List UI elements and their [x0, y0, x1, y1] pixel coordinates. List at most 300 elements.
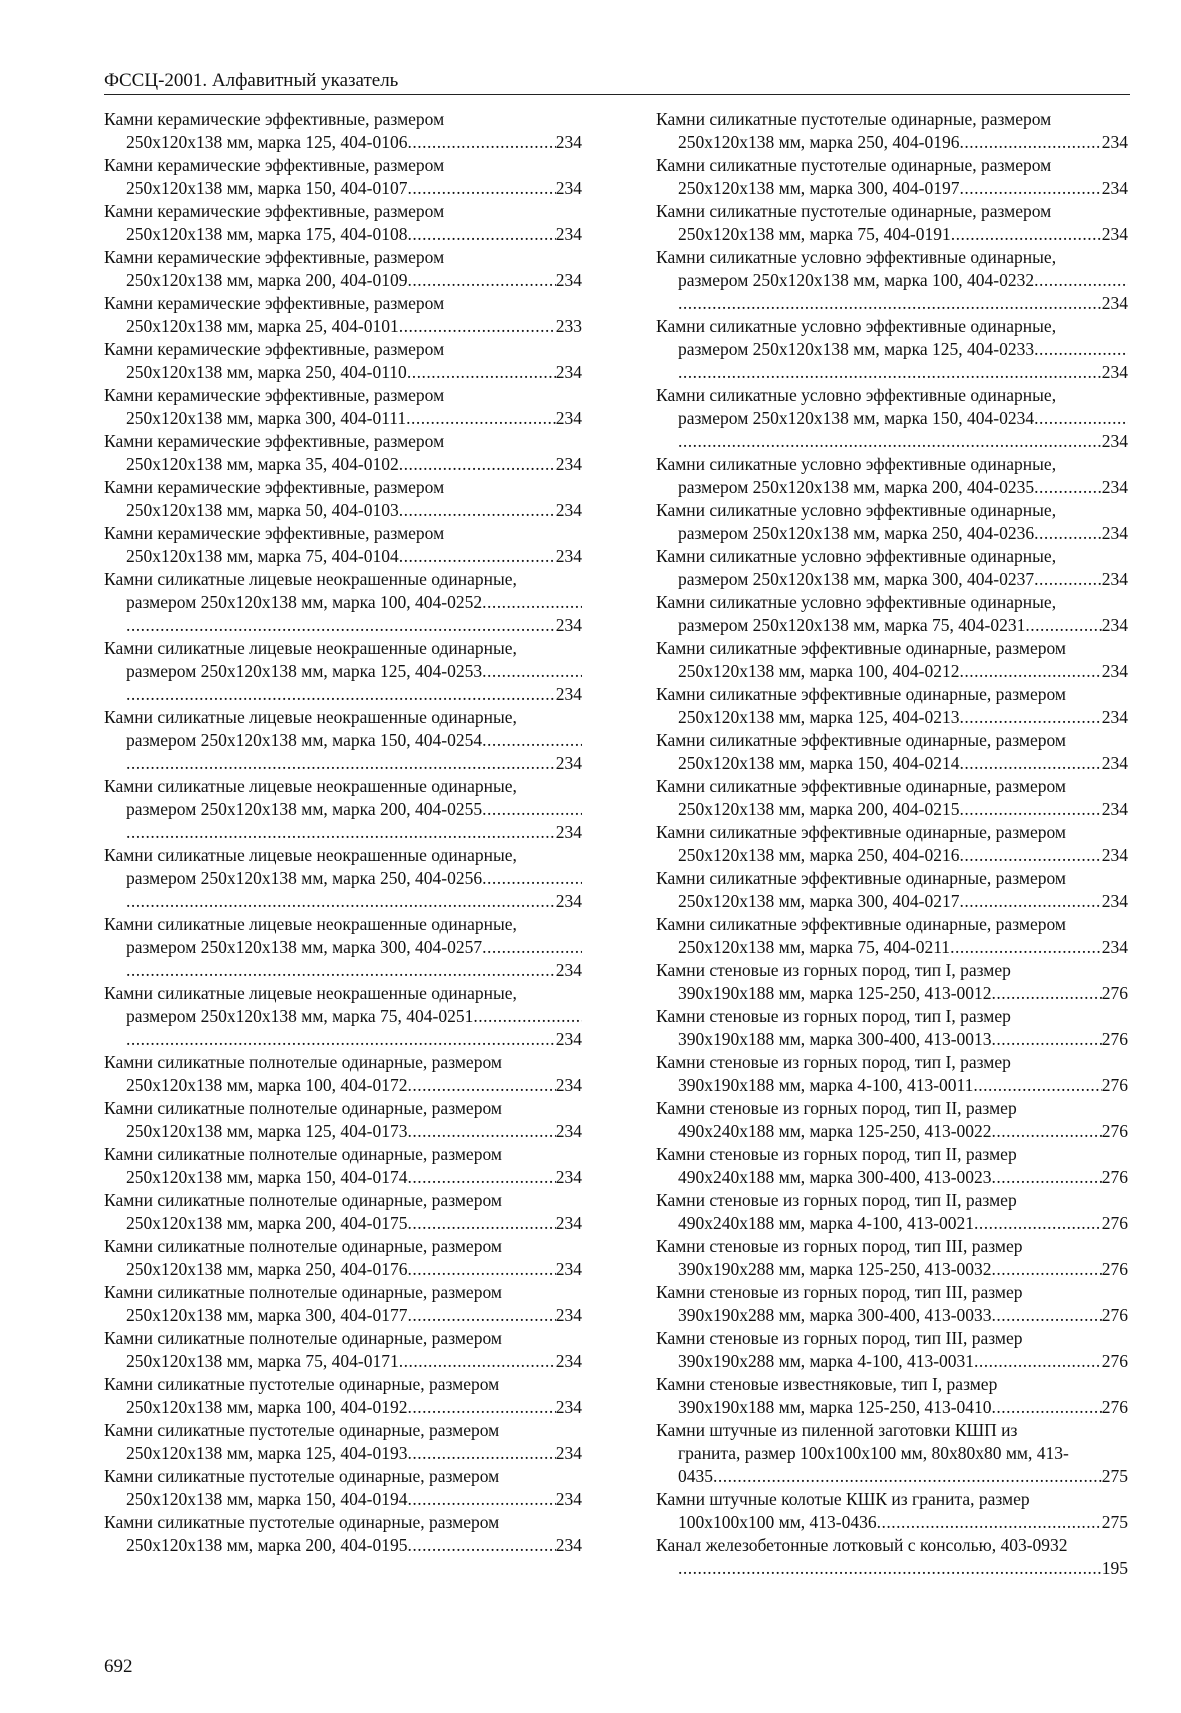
- index-entry: [104, 1189, 582, 1235]
- entry-page-number: 234: [1101, 799, 1128, 819]
- index-entry: [656, 453, 1128, 499]
- entry-detail-row: [126, 1304, 582, 1327]
- entry-detail: 100x100x100 мм, 413-0436: [678, 1512, 877, 1532]
- entry-detail-row: [678, 1442, 1128, 1465]
- dot-leader: [959, 844, 1101, 867]
- entry-title: Камни стеновые из горных пород, тип II, размер: [656, 1190, 1017, 1210]
- entry-detail: 250x120x138 мм, марка 300, 404-0197: [678, 178, 960, 198]
- entry-page-row: [126, 752, 582, 775]
- entry-detail: размером 250x120x138 мм, марка 150, 404-0254: [126, 730, 483, 750]
- index-entry: [104, 108, 582, 154]
- index-entry: [656, 591, 1128, 637]
- entry-detail: 390x190x288 мм, марка 125-250, 413-0032: [678, 1259, 992, 1279]
- entry-detail-row: [126, 177, 582, 200]
- entry-page-number: 234: [555, 1029, 582, 1049]
- dot-leader: [678, 361, 1102, 384]
- entry-detail-row: [678, 752, 1128, 775]
- entry-detail-row: [678, 1212, 1128, 1235]
- entry-detail: 390x190x188 мм, марка 125-250, 413-0012: [678, 983, 992, 1003]
- dot-leader: [399, 545, 556, 568]
- entry-detail-row: [678, 890, 1128, 913]
- index-entry: [656, 1005, 1128, 1051]
- entry-page-number: 234: [555, 1167, 582, 1187]
- entry-page-number: 234: [555, 1075, 582, 1095]
- entry-page-row: [678, 292, 1128, 315]
- entry-title: Камни силикатные эффективные одинарные, размером: [656, 684, 1066, 704]
- entry-detail-row: [678, 338, 1128, 361]
- entry-title: Камни силикатные эффективные одинарные, размером: [656, 868, 1066, 888]
- entry-title: Камни силикатные пустотелые одинарные, размером: [656, 201, 1052, 221]
- entry-title: Камни силикатные полнотелые одинарные, размером: [104, 1144, 502, 1164]
- index-entry: [656, 1143, 1128, 1189]
- entry-detail-row: [126, 1258, 582, 1281]
- dot-leader: [678, 430, 1102, 453]
- index-entry: [104, 338, 582, 384]
- dot-leader: [407, 1396, 555, 1419]
- entry-detail: 250x120x138 мм, марка 300, 404-0111: [126, 408, 407, 428]
- entry-detail: 250x120x138 мм, марка 200, 404-0195: [126, 1535, 408, 1555]
- entry-title: Камни силикатные полнотелые одинарные, размером: [104, 1282, 502, 1302]
- entry-detail-row: [678, 568, 1128, 591]
- entry-title: Камни силикатные эффективные одинарные, размером: [656, 730, 1066, 750]
- dot-leader: [126, 890, 556, 913]
- entry-title: Камни силикатные условно эффективные одинарные,: [656, 546, 1057, 566]
- entry-page-number: 234: [555, 500, 582, 520]
- entry-detail: 250x120x138 мм, марка 250, 404-0110: [126, 362, 407, 382]
- index-entry: [104, 844, 582, 913]
- entry-detail: 250x120x138 мм, марка 150, 404-0107: [126, 178, 408, 198]
- entry-detail: размером 250x120x138 мм, марка 250, 404-0256: [126, 868, 483, 888]
- index-entry: [656, 499, 1128, 545]
- index-entry: [656, 821, 1128, 867]
- index-entry: [104, 1235, 582, 1281]
- entry-detail: размером 250x120x138 мм, марка 250, 404-0236: [678, 523, 1035, 543]
- entry-page-number: 234: [555, 1489, 582, 1509]
- entry-detail: 250x120x138 мм, марка 75, 404-0211: [678, 937, 951, 957]
- dot-leader: [992, 1304, 1102, 1327]
- entry-page-number: 233: [555, 316, 582, 336]
- dot-leader: [992, 1166, 1102, 1189]
- entry-detail: 250x120x138 мм, марка 75, 404-0191: [678, 224, 951, 244]
- dot-leader: [407, 1488, 555, 1511]
- entry-page-row: [126, 821, 582, 844]
- entry-title: Камни силикатные условно эффективные одинарные,: [656, 500, 1057, 520]
- index-entry: [656, 1534, 1128, 1580]
- entry-detail: 390x190x188 мм, марка 125-250, 413-0410: [678, 1397, 992, 1417]
- entry-title: Камни силикатные лицевые неокрашенные одинарные,: [104, 776, 517, 796]
- entry-title: Камни силикатные полнотелые одинарные, размером: [104, 1190, 502, 1210]
- entry-title: Камни стеновые из горных пород, тип I, размер: [656, 1006, 1011, 1026]
- dot-leader: [1034, 338, 1128, 361]
- entry-detail: 250x120x138 мм, марка 200, 404-0109: [126, 270, 408, 290]
- entry-detail: 490x240x188 мм, марка 125-250, 413-0022: [678, 1121, 992, 1141]
- entry-page-number: 234: [555, 891, 582, 911]
- dot-leader: [407, 1258, 555, 1281]
- entry-page-number: 234: [555, 615, 582, 635]
- index-entry: [104, 1051, 582, 1097]
- entry-detail-row: [126, 1120, 582, 1143]
- entry-title: Камни штучные колотые КШК из гранита, размер: [656, 1489, 1030, 1509]
- index-entry: [104, 706, 582, 775]
- entry-title: Камни керамические эффективные, размером: [104, 155, 445, 175]
- dot-leader: [407, 177, 555, 200]
- entry-detail-cont: 0435: [678, 1466, 713, 1486]
- entry-page-number: 234: [555, 1535, 582, 1555]
- entry-detail-row: [126, 499, 582, 522]
- entry-detail: размером 250x120x138 мм, марка 200, 404-0235: [678, 477, 1035, 497]
- index-entry: [656, 1189, 1128, 1235]
- entry-page-number: 234: [1101, 891, 1128, 911]
- entry-title: Камни стеновые из горных пород, тип II, размер: [656, 1098, 1017, 1118]
- entry-detail: 250x120x138 мм, марка 100, 404-0172: [126, 1075, 408, 1095]
- entry-detail: размером 250x120x138 мм, марка 75, 404-0231: [678, 615, 1026, 635]
- entry-page-number: 234: [555, 1305, 582, 1325]
- entry-title: Камни стеновые из горных пород, тип III, размер: [656, 1328, 1023, 1348]
- entry-detail-row: [678, 1166, 1128, 1189]
- entry-detail: 250x120x138 мм, марка 150, 404-0174: [126, 1167, 408, 1187]
- entry-detail: 390x190x288 мм, марка 4-100, 413-0031: [678, 1351, 975, 1371]
- index-entry: [656, 729, 1128, 775]
- entry-page-number: 275: [1101, 1512, 1128, 1532]
- entry-title: Камни керамические эффективные, размером: [104, 523, 445, 543]
- entry-detail-row: [126, 1534, 582, 1557]
- entry-detail-row: [126, 361, 582, 384]
- entry-title: Камни силикатные полнотелые одинарные, размером: [104, 1236, 502, 1256]
- entry-detail-row: [126, 1488, 582, 1511]
- dot-leader: [407, 1534, 555, 1557]
- entry-page-number: 234: [555, 684, 582, 704]
- entry-page-number: 234: [555, 1259, 582, 1279]
- index-entry: [656, 1373, 1128, 1419]
- index-entry: [104, 637, 582, 706]
- entry-title: Камни силикатные эффективные одинарные, размером: [656, 638, 1066, 658]
- entry-detail: размером 250x120x138 мм, марка 125, 404-0233: [678, 339, 1035, 359]
- index-entry: [104, 913, 582, 982]
- entry-page-number: 276: [1101, 1121, 1128, 1141]
- dot-leader: [126, 959, 556, 982]
- index-column-left: [104, 108, 582, 1557]
- index-entry: [104, 154, 582, 200]
- dot-leader: [1034, 269, 1128, 292]
- entry-detail-row: [678, 177, 1128, 200]
- entry-page-number: 234: [1101, 661, 1128, 681]
- entry-page-number: 234: [1101, 178, 1128, 198]
- dot-leader: [959, 706, 1101, 729]
- dot-leader: [482, 936, 582, 959]
- entry-detail: 250x120x138 мм, марка 100, 404-0212: [678, 661, 960, 681]
- entry-title: Камни силикатные условно эффективные одинарные,: [656, 454, 1057, 474]
- entry-title: Камни силикатные пустотелые одинарные, размером: [104, 1420, 500, 1440]
- dot-leader: [974, 1350, 1102, 1373]
- entry-detail-row: [678, 1511, 1128, 1534]
- entry-detail-row: [678, 936, 1128, 959]
- entry-page-number: 234: [555, 1351, 582, 1371]
- entry-title: Камни силикатные лицевые неокрашенные одинарные,: [104, 914, 517, 934]
- entry-title: Камни керамические эффективные, размером: [104, 477, 445, 497]
- index-entry: [656, 867, 1128, 913]
- entry-detail: размером 250x120x138 мм, марка 125, 404-0253: [126, 661, 483, 681]
- dot-leader: [959, 890, 1101, 913]
- entry-page-number: 234: [1101, 845, 1128, 865]
- index-entry: [656, 315, 1128, 384]
- entry-page-number: 195: [1101, 1558, 1128, 1578]
- index-entry: [104, 1327, 582, 1373]
- entry-detail-row: [678, 269, 1128, 292]
- index-entry: [656, 1097, 1128, 1143]
- dot-leader: [992, 1396, 1102, 1419]
- index-entry: [104, 292, 582, 338]
- entry-detail-row: [678, 798, 1128, 821]
- index-entry: [656, 1235, 1128, 1281]
- index-entry: [104, 200, 582, 246]
- index-entry: [656, 1419, 1128, 1488]
- dot-leader: [1034, 568, 1102, 591]
- entry-title: Камни силикатные пустотелые одинарные, размером: [104, 1466, 500, 1486]
- entry-detail: размером 250x120x138 мм, марка 75, 404-0251: [126, 1006, 474, 1026]
- entry-title: Камни силикатные эффективные одинарные, размером: [656, 914, 1066, 934]
- entry-detail-row: [678, 522, 1128, 545]
- dot-leader: [407, 1304, 555, 1327]
- dot-leader: [1034, 522, 1102, 545]
- entry-detail-row: [126, 729, 582, 752]
- index-entry: [656, 637, 1128, 683]
- entry-page-row: [126, 614, 582, 637]
- entry-title: Камни силикатные эффективные одинарные, размером: [656, 776, 1066, 796]
- dot-leader: [126, 821, 556, 844]
- dot-leader: [126, 683, 556, 706]
- entry-title: Камни силикатные пустотелые одинарные, размером: [656, 109, 1052, 129]
- index-entry: [104, 430, 582, 476]
- index-entry: [656, 246, 1128, 315]
- dot-leader: [974, 1212, 1102, 1235]
- entry-title: Камни силикатные лицевые неокрашенные одинарные,: [104, 983, 517, 1003]
- dot-leader: [407, 223, 555, 246]
- entry-title: Камни силикатные условно эффективные одинарные,: [656, 316, 1057, 336]
- entry-title: Камни силикатные полнотелые одинарные, размером: [104, 1328, 502, 1348]
- entry-detail: размером 250x120x138 мм, марка 200, 404-0255: [126, 799, 483, 819]
- page-number: 692: [104, 1656, 133, 1677]
- entry-page-number: 234: [555, 454, 582, 474]
- dot-leader: [473, 1005, 582, 1028]
- index-entry: [104, 775, 582, 844]
- index-entry: [656, 1488, 1128, 1534]
- entry-detail: размером 250x120x138 мм, марка 100, 404-0232: [678, 270, 1035, 290]
- entry-page-number: 234: [1101, 293, 1128, 313]
- dot-leader: [482, 729, 582, 752]
- dot-leader: [992, 982, 1102, 1005]
- entry-page-number: 234: [1101, 569, 1128, 589]
- entry-page-number: 276: [1101, 1259, 1128, 1279]
- entry-page-number: 234: [1101, 132, 1128, 152]
- dot-leader: [959, 752, 1101, 775]
- entry-detail: 390x190x188 мм, марка 4-100, 413-0011: [678, 1075, 974, 1095]
- entry-title: Камни стеновые из горных пород, тип II, размер: [656, 1144, 1017, 1164]
- entry-page-number: 234: [1101, 707, 1128, 727]
- dot-leader: [407, 1212, 555, 1235]
- dot-leader: [407, 361, 556, 384]
- index-entry: [656, 683, 1128, 729]
- index-entry: [104, 982, 582, 1051]
- index-entry: [656, 1051, 1128, 1097]
- entry-detail-row: [126, 798, 582, 821]
- entry-page-row: [126, 683, 582, 706]
- dot-leader: [126, 1028, 556, 1051]
- entry-detail: 250x120x138 мм, марка 125, 404-0213: [678, 707, 960, 727]
- entry-title: Камни силикатные условно эффективные одинарные,: [656, 592, 1057, 612]
- entry-title: Камни силикатные лицевые неокрашенные одинарные,: [104, 569, 517, 589]
- entry-detail-row: [126, 545, 582, 568]
- index-entry: [656, 1327, 1128, 1373]
- entry-detail: 390x190x188 мм, марка 300-400, 413-0013: [678, 1029, 992, 1049]
- entry-page-number: 275: [1101, 1466, 1128, 1486]
- entry-page-number: 234: [555, 224, 582, 244]
- entry-detail-row: [678, 1258, 1128, 1281]
- index-entry: [104, 1143, 582, 1189]
- index-entry: [656, 200, 1128, 246]
- entry-detail: 250x120x138 мм, марка 35, 404-0102: [126, 454, 399, 474]
- entry-detail: 250x120x138 мм, марка 75, 404-0171: [126, 1351, 399, 1371]
- entry-page-number: 234: [555, 822, 582, 842]
- entry-page-number: 234: [555, 178, 582, 198]
- entry-page-number: 276: [1101, 983, 1128, 1003]
- entry-title: Камни силикатные лицевые неокрашенные одинарные,: [104, 707, 517, 727]
- dot-leader: [482, 660, 582, 683]
- entry-title: Камни керамические эффективные, размером: [104, 109, 445, 129]
- entry-detail-row: [126, 660, 582, 683]
- entry-detail-row: [678, 1396, 1128, 1419]
- entry-page-number: 276: [1101, 1213, 1128, 1233]
- entry-page-number: 234: [1101, 615, 1128, 635]
- entry-detail: 250x120x138 мм, марка 100, 404-0192: [126, 1397, 408, 1417]
- dot-leader: [1025, 614, 1101, 637]
- dot-leader: [407, 1166, 555, 1189]
- entry-detail-row: [126, 269, 582, 292]
- entry-detail: размером 250x120x138 мм, марка 150, 404-0234: [678, 408, 1035, 428]
- index-entry: [104, 1511, 582, 1557]
- entry-title: Камни керамические эффективные, размером: [104, 339, 445, 359]
- entry-page-number: 276: [1101, 1029, 1128, 1049]
- index-entry: [656, 545, 1128, 591]
- entry-title: Камни керамические эффективные, размером: [104, 293, 445, 313]
- entry-detail: 250x120x138 мм, марка 125, 404-0193: [126, 1443, 408, 1463]
- entry-detail: 250x120x138 мм, марка 300, 404-0177: [126, 1305, 408, 1325]
- index-entry: [656, 154, 1128, 200]
- entry-detail-row: [126, 1212, 582, 1235]
- index-entry: [104, 1373, 582, 1419]
- entry-title: Камни силикатные пустотелые одинарные, размером: [104, 1374, 500, 1394]
- entry-title: Камни стеновые из горных пород, тип III, размер: [656, 1282, 1023, 1302]
- dot-leader: [959, 798, 1101, 821]
- entry-page-number: 234: [555, 1443, 582, 1463]
- dot-leader: [407, 1442, 555, 1465]
- entry-title: Камни силикатные эффективные одинарные, размером: [656, 822, 1066, 842]
- index-entry: [104, 384, 582, 430]
- entry-title: Камни силикатные условно эффективные одинарные,: [656, 385, 1057, 405]
- entry-page-number: 234: [1101, 362, 1128, 382]
- entry-page-row: [126, 1028, 582, 1051]
- entry-detail: размером 250x120x138 мм, марка 100, 404-0252: [126, 592, 483, 612]
- dot-leader: [1034, 476, 1102, 499]
- entry-title: Камни силикатные лицевые неокрашенные одинарные,: [104, 845, 517, 865]
- entry-detail-row: [126, 1396, 582, 1419]
- entry-title: Камни стеновые известняковые, тип I, размер: [656, 1374, 998, 1394]
- entry-detail-row: [678, 706, 1128, 729]
- entry-detail: 250x120x138 мм, марка 300, 404-0217: [678, 891, 960, 911]
- entry-title: Камни силикатные полнотелые одинарные, размером: [104, 1052, 502, 1072]
- entry-detail: размером 250x120x138 мм, марка 300, 404-0257: [126, 937, 483, 957]
- dot-leader: [407, 1074, 555, 1097]
- entry-detail: 490x240x188 мм, марка 300-400, 413-0023: [678, 1167, 992, 1187]
- entry-title: Камни силикатные условно эффективные одинарные,: [656, 247, 1057, 267]
- entry-title: Камни силикатные лицевые неокрашенные одинарные,: [104, 638, 517, 658]
- entry-detail: 250x120x138 мм, марка 150, 404-0194: [126, 1489, 408, 1509]
- dot-leader: [959, 177, 1101, 200]
- entry-title: Камни керамические эффективные, размером: [104, 247, 445, 267]
- entry-detail-row: [678, 1120, 1128, 1143]
- dot-leader: [399, 499, 556, 522]
- entry-detail-row: [126, 453, 582, 476]
- entry-page-number: 234: [555, 1213, 582, 1233]
- index-entry: [656, 775, 1128, 821]
- entry-title: Камни силикатные пустотелые одинарные, размером: [104, 1512, 500, 1532]
- entry-detail: 250x120x138 мм, марка 200, 404-0215: [678, 799, 960, 819]
- entry-title: Камни стеновые из горных пород, тип I, размер: [656, 960, 1011, 980]
- dot-leader: [407, 269, 555, 292]
- entry-page-number: 234: [555, 270, 582, 290]
- entry-detail-row: [678, 614, 1128, 637]
- entry-page-row: [678, 430, 1128, 453]
- entry-detail: 390x190x288 мм, марка 300-400, 413-0033: [678, 1305, 992, 1325]
- entry-page-row: [678, 1557, 1128, 1580]
- dot-leader: [126, 614, 556, 637]
- entry-detail: 250x120x138 мм, марка 250, 404-0196: [678, 132, 960, 152]
- index-column-right: [656, 108, 1128, 1580]
- entry-page-number: 276: [1101, 1351, 1128, 1371]
- entry-page-number: 234: [1101, 431, 1128, 451]
- entry-page-row: [126, 959, 582, 982]
- dot-leader: [126, 752, 556, 775]
- entry-title: Камни стеновые из горных пород, тип III, размер: [656, 1236, 1023, 1256]
- entry-detail-row: [126, 1350, 582, 1373]
- index-entry: [104, 1281, 582, 1327]
- entry-detail-row: [126, 936, 582, 959]
- index-entry: [656, 384, 1128, 453]
- entry-page-number: 276: [1101, 1167, 1128, 1187]
- index-entry: [656, 913, 1128, 959]
- entry-detail-row: [678, 660, 1128, 683]
- entry-detail-row: [126, 407, 582, 430]
- entry-detail-row: [678, 1465, 1128, 1488]
- index-entry: [656, 959, 1128, 1005]
- index-entry: [104, 476, 582, 522]
- entry-detail-row: [678, 1074, 1128, 1097]
- dot-leader: [713, 1465, 1102, 1488]
- entry-detail-row: [678, 844, 1128, 867]
- dot-leader: [992, 1258, 1102, 1281]
- index-entry: [104, 1097, 582, 1143]
- entry-page-number: 234: [1101, 477, 1128, 497]
- entry-detail-row: [678, 223, 1128, 246]
- page-header: [104, 70, 1130, 95]
- dot-leader: [407, 131, 555, 154]
- dot-leader: [992, 1028, 1102, 1051]
- entry-page-number: 234: [555, 960, 582, 980]
- entry-page-number: 276: [1101, 1397, 1128, 1417]
- entry-title: Камни керамические эффективные, размером: [104, 385, 445, 405]
- entry-page-number: 234: [1101, 224, 1128, 244]
- entry-detail-row: [126, 1005, 582, 1028]
- entry-detail-row: [126, 1442, 582, 1465]
